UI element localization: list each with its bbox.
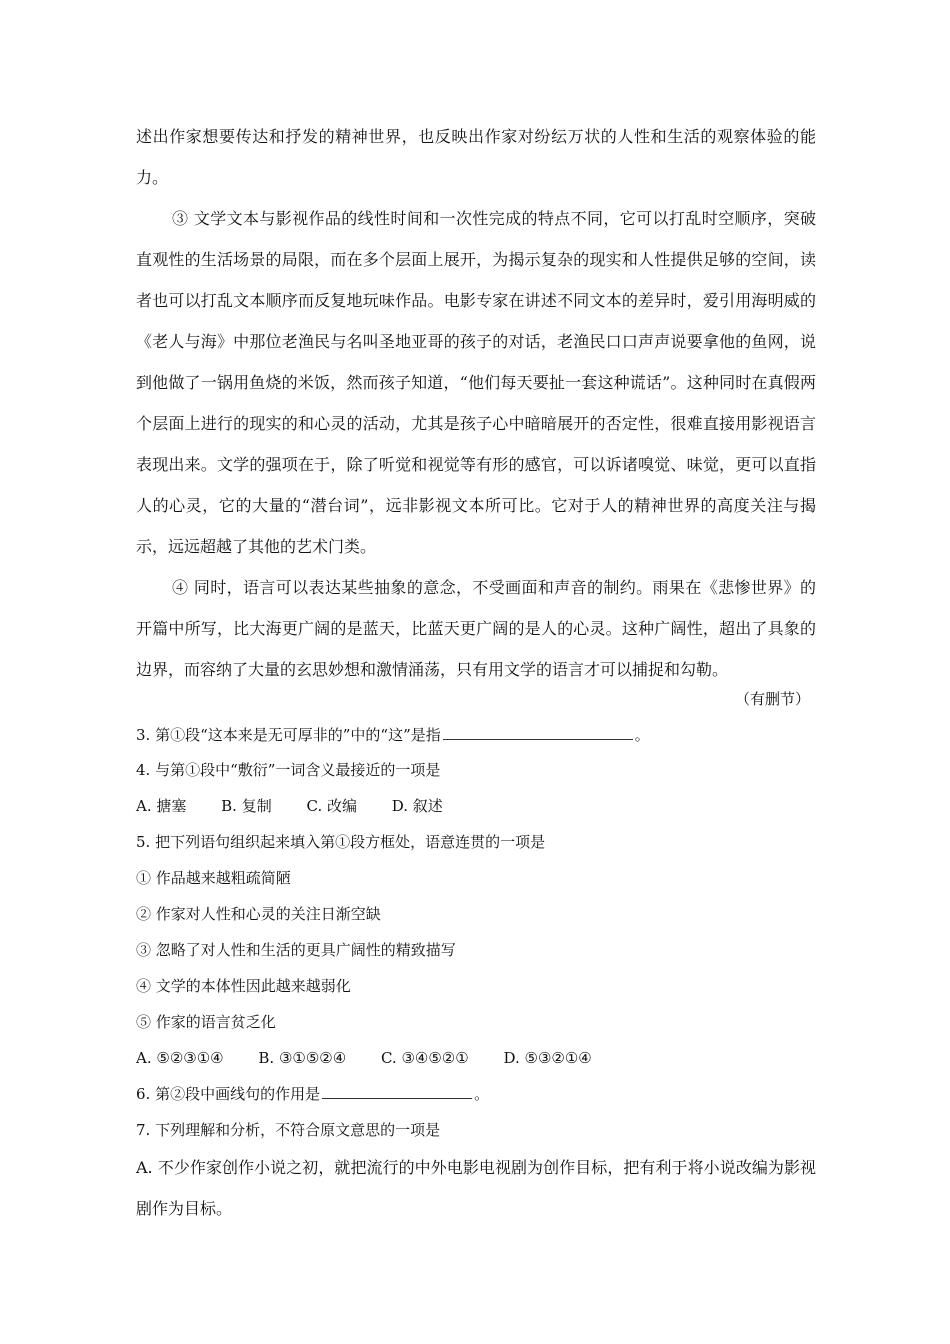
- question-3: [136, 725, 650, 745]
- question-4: 4. 与第①段中“敷衍”一词含义最接近的一项是: [136, 761, 441, 779]
- question-6: [136, 1084, 489, 1104]
- passage-paragraph-3: ③ 文学文本与影视作品的线性时间和一次性完成的特点不同，它可以打乱时空顺序，突破直观性的生活场景的局限，而在多个层面上展开，为揭示复杂的现实和人性提供足够的空间，读者也可以打乱文本顺序而反复地玩味作品。电影专家在讲述不同文本的差异时，爱引用海明威的《老人与海》中那位老渔民与名叫圣地亚哥的孩子的对话，老渔民口口声声说要拿他的鱼网，说到他做了一锅用鱼烧的米饭，然而孩子知道，“他们每天要扯一套这种谎话”。这种同时在真假两个层面上进行的现实的和心灵的活动，尤其是孩子心中暗暗展开的否定性，很难直接用影视语言表现出来。文学的强项在于，除了听觉和视觉等有形的感官，可以诉诸嗅觉、味觉，更可以直指人的心灵，它的大量的“潜台词”，远非影视文本所可比。它对于人的精神世界的高度关注与揭示，远远超越了其他的艺术门类。: [136, 209, 816, 556]
- question-3-end: 。: [634, 726, 650, 744]
- question-5-item-5: ⑤ 作家的语言贫乏化: [136, 1013, 276, 1031]
- question-4-option-c[interactable]: C. 改编: [306, 797, 357, 815]
- question-3-answer-blank[interactable]: [443, 725, 633, 740]
- question-5-option-d[interactable]: D. ⑤③②①④: [503, 1049, 592, 1067]
- question-5-options: [136, 1048, 622, 1068]
- question-5-option-b[interactable]: B. ③①⑤②④: [258, 1049, 347, 1067]
- passage-paragraph-4: ④ 同时，语言可以表达某些抽象的意念，不受画面和声音的制约。雨果在《悲惨世界》的开篇中所写，比大海更广阔的是蓝天，比蓝天更广阔的是人的心灵。这种广阔性，超出了具象的边界，而容纳了大量的玄思妙想和激情涌荡，只有用文学的语言才可以捕捉和勾勒。: [136, 578, 816, 679]
- question-7-option-a[interactable]: A. 不少作家创作小说之初，就把流行的中外电影电视剧为创作目标，把有利于将小说改编为影视剧作为目标。: [136, 1158, 816, 1218]
- question-5-item-3: ③ 忽略了对人性和生活的更具广阔性的精致描写: [136, 941, 456, 959]
- question-4-option-b[interactable]: B. 复制: [221, 797, 272, 815]
- abridged-note: （有删节）: [734, 690, 810, 708]
- question-6-text: 6. 第②段中画线句的作用是: [136, 1085, 321, 1103]
- question-5-option-a[interactable]: A. ⑤②③①④: [136, 1049, 224, 1067]
- passage-continuation: 述出作家想要传达和抒发的精神世界，也反映出作家对纷纭万状的人性和生活的观察体验的能力。: [136, 127, 816, 187]
- question-5-item-1: ① 作品越来越粗疏简陋: [136, 869, 291, 887]
- question-4-option-a[interactable]: A. 搪塞: [136, 797, 187, 815]
- question-5-item-4: ④ 文学的本体性因此越来越弱化: [136, 977, 351, 995]
- question-6-end: 。: [474, 1085, 490, 1103]
- question-7: 7. 下列理解和分析，不符合原文意思的一项是: [136, 1121, 441, 1139]
- question-5-item-2: ② 作家对人性和心灵的关注日渐空缺: [136, 905, 381, 923]
- question-5: 5. 把下列语句组织起来填入第①段方框处，语意连贯的一项是: [136, 833, 546, 851]
- question-6-answer-blank[interactable]: [322, 1084, 472, 1099]
- question-4-options: [136, 796, 473, 816]
- question-4-option-d[interactable]: D. 叙述: [391, 797, 443, 815]
- question-3-text: 3. 第①段“这本来是无可厚非的”中的“这”是指: [136, 726, 441, 744]
- question-5-option-c[interactable]: C. ③④⑤②①: [380, 1049, 469, 1067]
